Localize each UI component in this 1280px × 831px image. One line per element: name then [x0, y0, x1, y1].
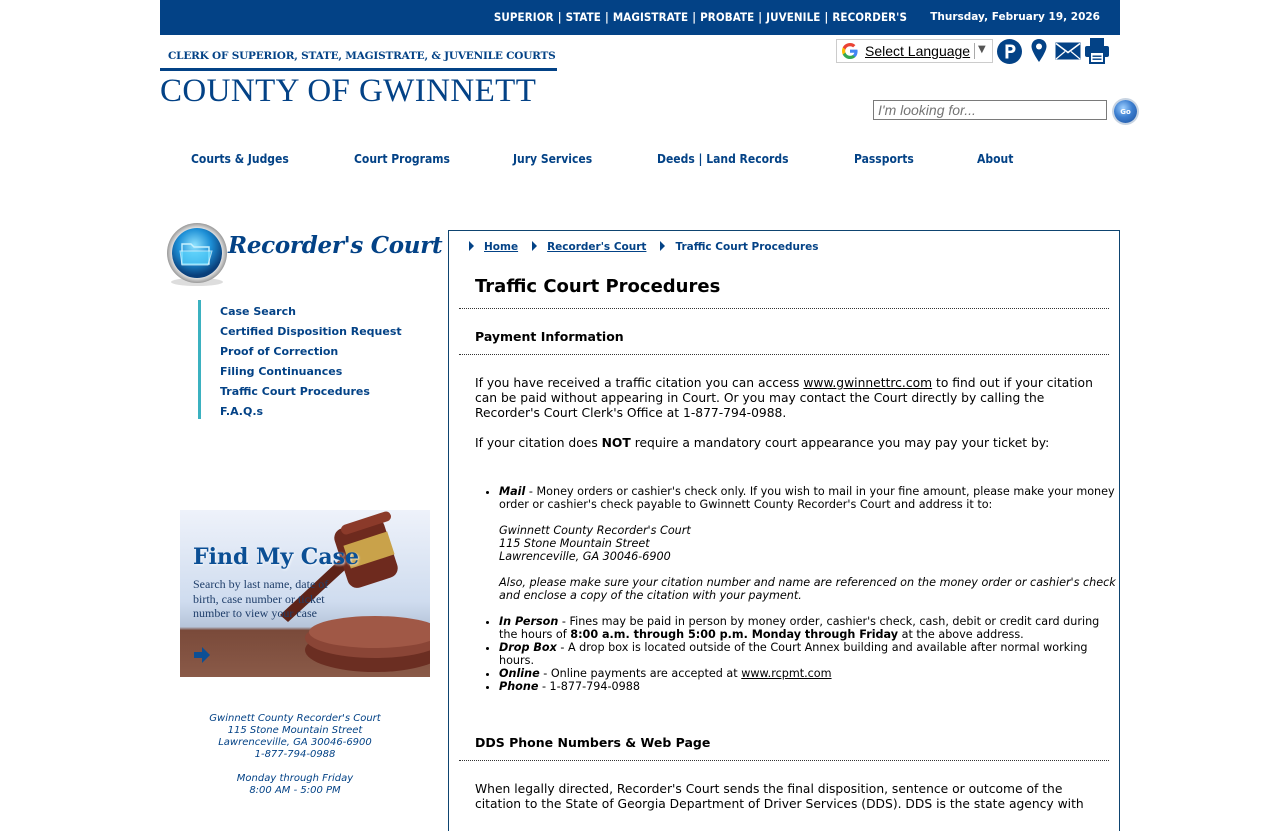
dds-paragraph: When legally directed, Recorder's Court sends the final disposition, sentence or outcome of the citation to the State of Georgia Department of Driver Services (DDS). DDS is the state agency with [475, 782, 1084, 811]
sidebar-item-filing-continuances[interactable]: Filing Continuances [220, 365, 343, 378]
find-my-case-title: Find My Case [193, 544, 359, 570]
folder-icon [164, 222, 230, 288]
separator: | [824, 10, 829, 24]
logo-clerk-line: CLERK OF SUPERIOR, STATE, MAGISTRATE, & JUVENILE COURTS [168, 50, 556, 62]
dotted-divider [459, 308, 1109, 309]
intro-text: If you have received a traffic citation you can access [475, 376, 804, 390]
method-term: Phone [499, 680, 539, 693]
arrow-right-icon[interactable] [194, 647, 210, 663]
page-title: Traffic Court Procedures [475, 276, 721, 297]
method-text: at the above address. [898, 628, 1024, 641]
emphasis-not: NOT [601, 436, 631, 450]
rcpmt-link[interactable]: www.rcpmt.com [741, 667, 832, 680]
court-link-state[interactable]: STATE [565, 10, 601, 24]
nav-courts-judges[interactable]: Courts & Judges [191, 152, 289, 166]
nav-jury-services[interactable]: Jury Services [513, 152, 593, 166]
main-nav [160, 152, 1120, 168]
language-select[interactable] [836, 39, 993, 63]
site-search-input[interactable] [873, 100, 1107, 120]
payment-method-in-person [499, 615, 1119, 641]
section-title: Recorder's Court [228, 232, 443, 259]
search-go-button[interactable]: Go [1114, 100, 1137, 123]
payment-method-drop-box [499, 641, 1119, 667]
language-label: Select Language [865, 43, 971, 59]
address-phone: 1-877-794-0988 [254, 749, 336, 760]
mailing-address-line: Lawrenceville, GA 30046-6900 [499, 550, 671, 563]
court-link-magistrate[interactable]: MAGISTRATE [612, 10, 689, 24]
dropdown-arrow-icon: ▼ [978, 44, 986, 55]
nav-about[interactable]: About [977, 152, 1014, 166]
separator: | [758, 10, 763, 24]
nav-deeds-land-records[interactable]: Deeds | Land Records [657, 152, 789, 166]
parking-icon[interactable] [996, 38, 1023, 65]
address-line: Lawrenceville, GA 30046-6900 [218, 737, 372, 748]
breadcrumb-home[interactable]: Home [484, 241, 519, 253]
method-text: - Money orders or cashier's check only. If you wish to mail in your fine amount, please make your money order or cashier's check payable to Gwinnett County Recorder's Court and address it to: [499, 485, 1115, 511]
not-required-paragraph [475, 436, 1095, 451]
address-line: 115 Stone Mountain Street [227, 725, 363, 736]
payment-methods-list [483, 485, 1119, 693]
address-hours: 8:00 AM - 5:00 PM [249, 785, 341, 796]
mail-icon[interactable] [1055, 42, 1081, 60]
payment-method-online [499, 667, 1119, 680]
dds-heading: DDS Phone Numbers & Web Page [475, 735, 711, 750]
mailing-address [499, 524, 1119, 563]
method-term: Mail [499, 485, 526, 498]
address-line: Gwinnett County Recorder's Court [209, 713, 381, 724]
nav-court-programs[interactable]: Court Programs [354, 152, 450, 166]
address-spacer [180, 761, 410, 773]
find-my-case-banner[interactable] [180, 510, 430, 677]
breadcrumb-recorders-court[interactable]: Recorder's Court [547, 241, 647, 253]
breadcrumb-current: Traffic Court Procedures [675, 241, 819, 253]
content-panel [448, 230, 1120, 831]
method-text: - Fines may be paid in person by money order, cashier's check, cash, debit or credit card during the hours of [499, 615, 1100, 641]
breadcrumb-arrow-icon [532, 241, 537, 251]
paragraph-text: If your citation does [475, 436, 602, 450]
sidebar-item-faqs[interactable]: F.A.Q.s [220, 405, 264, 418]
find-my-case-description: Search by last name, date of birth, case number or ticket number to view your case [193, 577, 329, 620]
site-logo[interactable] [160, 50, 557, 108]
print-icon[interactable] [1084, 37, 1110, 64]
method-term: Online [499, 667, 540, 680]
method-term: In Person [499, 615, 559, 628]
payment-method-mail [499, 485, 1119, 602]
dotted-divider [459, 354, 1109, 355]
intro-paragraph [475, 376, 1095, 421]
court-link-recorders[interactable]: RECORDER'S [832, 10, 907, 24]
current-date: Thursday, February 19, 2026 [930, 11, 1100, 23]
nav-passports[interactable]: Passports [854, 152, 914, 166]
separator: | [604, 10, 609, 24]
logo-county-name: COUNTY OF GWINNETT [160, 73, 537, 109]
sidebar-item-case-search[interactable]: Case Search [220, 305, 296, 318]
mail-note: Also, please make sure your citation number and name are referenced on the money order or cashier's check and enclose a copy of the citation with your payment. [499, 576, 1116, 602]
intro-text: to find out if your citation can be paid without appearing in Court. Or you may contact the Court directly by calling the Recorder's Court Clerk's Office at 1-877-794-0988. [475, 376, 1093, 420]
map-pin-icon[interactable] [1030, 38, 1048, 64]
mailing-address-line: 115 Stone Mountain Street [499, 537, 650, 550]
address-days: Monday through Friday [236, 773, 354, 784]
court-link-superior[interactable]: SUPERIOR [493, 10, 554, 24]
breadcrumb [469, 241, 819, 253]
court-links [494, 10, 907, 24]
payment-method-phone [499, 680, 1119, 693]
court-link-probate[interactable]: PROBATE [700, 10, 755, 24]
separator: | [557, 10, 562, 24]
breadcrumb-arrow-icon [469, 241, 474, 251]
top-bar [160, 0, 1120, 35]
google-icon [840, 41, 860, 61]
office-hours: 8:00 a.m. through 5:00 p.m. Monday through Friday [570, 628, 899, 641]
sidenav-accent-bar [198, 300, 201, 419]
select-divider [974, 43, 975, 59]
sidebar-item-traffic-court-procedures[interactable]: Traffic Court Procedures [220, 385, 370, 398]
sidebar-nav [220, 303, 402, 423]
logo-divider [160, 68, 557, 71]
court-link-juvenile[interactable]: JUVENILE [766, 10, 821, 24]
sidebar-item-certified-disposition[interactable]: Certified Disposition Request [220, 325, 402, 338]
method-text: - Online payments are accepted at [539, 667, 742, 680]
method-term: Drop Box [499, 641, 557, 654]
court-address [180, 713, 410, 797]
method-text: - A drop box is located outside of the Court Annex building and available after normal working hours. [499, 641, 1088, 667]
sidebar-item-proof-of-correction[interactable]: Proof of Correction [220, 345, 339, 358]
dotted-divider [459, 760, 1109, 761]
separator: | [692, 10, 697, 24]
method-text: - 1-877-794-0988 [538, 680, 640, 693]
gwinnettrc-link[interactable]: www.gwinnettrc.com [803, 376, 933, 390]
payment-information-heading: Payment Information [475, 329, 624, 344]
mailing-address-line: Gwinnett County Recorder's Court [499, 524, 691, 537]
breadcrumb-arrow-icon [660, 241, 665, 251]
paragraph-text: require a mandatory court appearance you may pay your ticket by: [630, 436, 1050, 450]
